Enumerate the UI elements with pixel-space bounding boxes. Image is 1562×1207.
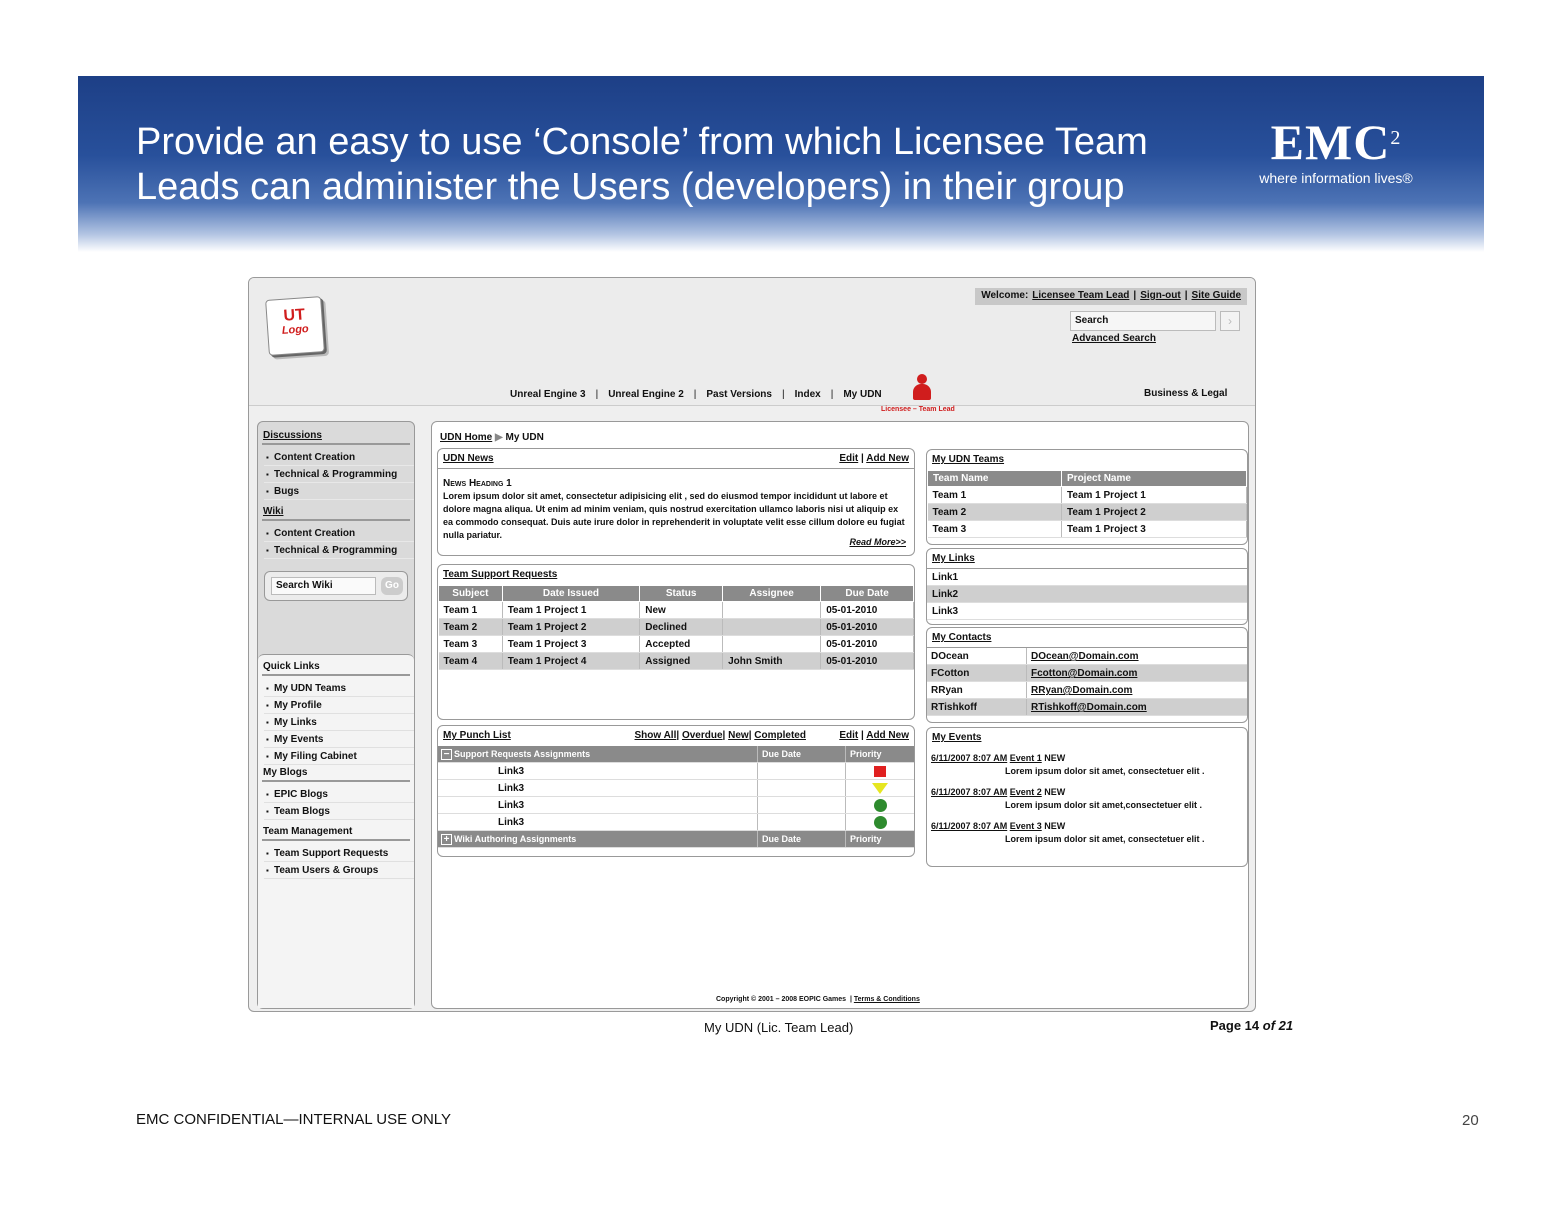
punch-list-panel: My Punch List Show All| Overdue| New| Completed Edit | Add New − Support Requests Assignments Due Date Priority Link3 Link3 Link3 Link3 + Wiki Authoring Assignments Due Date Priority — [437, 725, 915, 857]
emc-logo: EMC$^2$ where information lives® — [1259, 114, 1413, 186]
discussions-heading[interactable]: Discussions — [263, 430, 322, 441]
contact-row[interactable]: RTishkoff RTishkoff@Domain.com — [927, 699, 1247, 716]
link-item-2[interactable]: Link2 — [927, 586, 1247, 603]
my-udn-teams-title[interactable]: My UDN Teams — [932, 454, 1005, 465]
read-more-link[interactable]: Read More>> — [849, 537, 906, 547]
terms-link[interactable]: Terms & Conditions — [853, 996, 920, 1003]
sidebar-item-technical-programming[interactable]: ▪ Technical & Programming — [264, 466, 414, 483]
punch-edit[interactable]: Edit — [839, 730, 859, 741]
nav-past-versions[interactable]: Past Versions — [706, 389, 772, 400]
quick-links-panel — [258, 654, 414, 1008]
collapse-icon[interactable]: − — [441, 749, 452, 760]
quick-link-my-events[interactable]: ▪ My Events — [264, 731, 414, 748]
table-row[interactable]: Team 3 Team 1 Project 3 — [928, 521, 1247, 538]
sign-out-link[interactable]: Sign-out — [1140, 290, 1181, 301]
col-status[interactable]: Status — [640, 586, 723, 602]
nav-unreal-engine-2[interactable]: Unreal Engine 2 — [608, 389, 684, 400]
priority-medium-icon — [872, 783, 888, 794]
left-sidebar — [257, 421, 415, 1009]
slide-number: 20 — [1462, 1112, 1479, 1129]
ut-logo[interactable]: UT Logo — [265, 296, 325, 356]
news-edit-link[interactable]: Edit — [839, 453, 859, 464]
event-item[interactable]: 6/11/2007 8:07 AM Event 3 NEW Lorem ipsum dolor sit amet, consectetuer elit . — [931, 821, 1205, 844]
copyright: Copyright © 2001 – 2008 EOPIC Games | Terms & Conditions — [716, 996, 920, 1003]
breadcrumb-udn-home[interactable]: UDN Home — [440, 432, 493, 443]
table-row[interactable]: Team 3 Team 1 Project 3 Accepted 05-01-2010 — [439, 636, 914, 653]
table-row[interactable]: Team 1 Team 1 Project 1 New 05-01-2010 — [439, 602, 914, 619]
my-links-panel — [926, 548, 1248, 625]
punch-completed[interactable]: Completed — [754, 730, 806, 741]
my-links-title[interactable]: My Links — [932, 553, 975, 564]
slide-title: Provide an easy to use ‘Console’ from which Licensee Team Leads can administer the Users (developers) in their group — [136, 121, 1148, 208]
discussions-list — [258, 449, 414, 500]
quick-link-my-profile[interactable]: ▪ My Profile — [264, 697, 414, 714]
news-article — [438, 469, 914, 542]
main-nav: Unreal Engine 3 | Unreal Engine 2 | Past Versions | Index | My UDN — [510, 389, 882, 400]
udn-news-panel: UDN News Edit | Add New News Heading 1 Lorem ipsum dolor sit amet, consectetur adipisicing elit , sed do eiusmod tempor incididunt ut labore et dolore magna aliqua. Ut enim ad minim veniam, quis nostrud exercitation ullamco laboris nisi ut aliquip ex ea commodo consequat. Duis aute irure dolor in reprehenderit in voluptate velit esse cillum dolore eu fugiat nulla pariatur. Read More>> — [437, 448, 915, 556]
link-item-3[interactable]: Link3 — [927, 603, 1247, 620]
contact-row[interactable]: FCotton Fcotton@Domain.com — [927, 665, 1247, 682]
user-icon — [913, 374, 931, 400]
table-row[interactable]: Team 4 Team 1 Project 4 Assigned John Smith 05-01-2010 — [439, 653, 914, 670]
support-requests-title[interactable]: Team Support Requests — [443, 569, 558, 580]
advanced-search-link[interactable]: Advanced Search — [1072, 333, 1156, 344]
col-date-issued[interactable]: Date Issued — [502, 586, 640, 602]
udn-console-mockup — [248, 277, 1256, 1012]
quick-link-my-links[interactable]: ▪ My Links — [264, 714, 414, 731]
teams-table: Team Name Project Name Team 1 Team 1 Project 1 Team 2 Team 1 Project 2 Team 3 Team 1 Project 3 — [927, 470, 1247, 538]
news-add-new-link[interactable]: Add New — [866, 453, 909, 464]
role-label: Licensee – Team Lead — [881, 406, 955, 413]
wiki-heading[interactable]: Wiki — [263, 506, 284, 517]
my-blogs-heading: My Blogs — [263, 767, 308, 778]
list-item[interactable]: Link3 — [438, 763, 914, 780]
team-support-requests-panel — [437, 564, 915, 720]
quick-link-my-udn-teams[interactable]: ▪ My UDN Teams — [264, 680, 414, 697]
priority-high-icon — [874, 766, 886, 777]
wiki-list — [258, 525, 414, 559]
col-subject[interactable]: Subject — [439, 586, 503, 602]
contact-row[interactable]: DOcean DOcean@Domain.com — [927, 648, 1247, 665]
punch-group-wiki[interactable]: + Wiki Authoring Assignments Due Date Priority — [438, 831, 914, 848]
confidential-footer: EMC CONFIDENTIAL—INTERNAL USE ONLY — [136, 1111, 452, 1128]
team-link-support-requests[interactable]: ▪ Team Support Requests — [264, 845, 414, 862]
quick-link-my-filing-cabinet[interactable]: ▪ My Filing Cabinet — [264, 748, 414, 765]
list-item[interactable]: Link3 — [438, 797, 914, 814]
nav-index[interactable]: Index — [794, 389, 821, 400]
nav-my-udn[interactable]: My UDN — [843, 389, 882, 400]
blogs-list — [258, 786, 414, 820]
blog-link-epic[interactable]: ▪ EPIC Blogs — [264, 786, 414, 803]
punch-new[interactable]: New — [728, 730, 749, 741]
wiki-search-box — [264, 571, 408, 601]
punch-list-title[interactable]: My Punch List — [443, 730, 511, 741]
team-management-list — [258, 845, 414, 879]
welcome-bar: Welcome: Licensee Team Lead | Sign-out | Site Guide — [975, 288, 1247, 305]
search-go-button[interactable]: › — [1220, 311, 1240, 331]
punch-overdue[interactable]: Overdue — [681, 730, 723, 741]
event-item[interactable]: 6/11/2007 8:07 AM Event 2 NEW Lorem ipsum dolor sit amet,consectetuer elit . — [931, 787, 1203, 810]
priority-low-icon — [874, 816, 887, 829]
event-item[interactable]: 6/11/2007 8:07 AM Event 1 NEW Lorem ipsum dolor sit amet, consectetuer elit . — [931, 753, 1205, 776]
nav-unreal-engine-3[interactable]: Unreal Engine 3 — [510, 389, 586, 400]
my-events-panel — [926, 727, 1248, 867]
news-heading: News Heading 1 — [443, 478, 512, 489]
page-number: Page 14 of 21 — [1210, 1018, 1294, 1033]
my-contacts-title[interactable]: My Contacts — [932, 632, 992, 643]
wiki-go-button[interactable]: Go — [381, 577, 403, 595]
site-guide-link[interactable]: Site Guide — [1191, 290, 1241, 301]
sidebar-item-wiki-content-creation[interactable]: ▪ Content Creation — [264, 525, 414, 542]
breadcrumb — [440, 432, 544, 443]
main-content — [431, 421, 1249, 1009]
my-udn-teams-panel — [926, 449, 1248, 545]
expand-icon[interactable]: + — [441, 834, 452, 845]
sidebar-item-content-creation[interactable]: ▪ Content Creation — [264, 449, 414, 466]
sidebar-item-wiki-technical-programming[interactable]: ▪ Technical & Programming — [264, 542, 414, 559]
support-requests-table — [438, 585, 914, 670]
sidebar-item-bugs[interactable]: ▪ Bugs — [264, 483, 414, 500]
wiki-search-input[interactable]: Search Wiki — [271, 577, 376, 595]
breadcrumb-arrow-icon: ▶ — [495, 432, 503, 443]
team-management-heading: Team Management — [263, 826, 353, 837]
contact-row[interactable]: RRyan RRyan@Domain.com — [927, 682, 1247, 699]
udn-news-title[interactable]: UDN News — [443, 453, 494, 464]
table-row[interactable]: Team 2 Team 1 Project 2 Declined 05-01-2010 — [439, 619, 914, 636]
blog-link-team[interactable]: ▪ Team Blogs — [264, 803, 414, 820]
title-banner — [78, 76, 1484, 252]
search-input[interactable]: Search — [1070, 311, 1216, 331]
col-due-date[interactable]: Due Date — [821, 586, 914, 602]
quick-links-list — [258, 680, 414, 765]
list-item[interactable]: Link3 — [438, 814, 914, 831]
link-item-1[interactable]: Link1 — [927, 569, 1247, 586]
col-assignee[interactable]: Assignee — [723, 586, 821, 602]
table-row[interactable]: Team 2 Team 1 Project 2 — [928, 504, 1247, 521]
punch-add-new[interactable]: Add New — [866, 730, 909, 741]
quick-links-heading: Quick Links — [263, 661, 320, 672]
priority-low-icon — [874, 799, 887, 812]
news-body-text: Lorem ipsum dolor sit amet, consectetur adipisicing elit , sed do eiusmod tempor incididunt ut labore et dolore magna aliqua. Ut enim ad minim veniam, quis nostrud exercitation ullamco laboris nisi ut aliquip ex ea commodo consequat. Duis aute irure dolor in reprehenderit in voluptate velit esse cillum dolore eu fugiat nulla pariatur. — [443, 491, 905, 540]
my-events-title[interactable]: My Events — [932, 732, 982, 743]
punch-group-support[interactable]: − Support Requests Assignments Due Date Priority — [438, 746, 914, 763]
breadcrumb-current: My UDN — [505, 432, 544, 443]
punch-show-all[interactable]: Show All — [634, 730, 677, 741]
mockup-caption: My UDN (Lic. Team Lead) — [704, 1020, 854, 1035]
list-item[interactable]: Link3 — [438, 780, 914, 797]
nav-business-legal[interactable]: Business & Legal — [1144, 388, 1228, 399]
site-header — [249, 278, 1256, 413]
welcome-user-link[interactable]: Licensee Team Lead — [1032, 290, 1130, 301]
table-row[interactable]: Team 1 Team 1 Project 1 — [928, 487, 1247, 504]
team-link-users-groups[interactable]: ▪ Team Users & Groups — [264, 862, 414, 879]
my-contacts-panel — [926, 627, 1248, 723]
